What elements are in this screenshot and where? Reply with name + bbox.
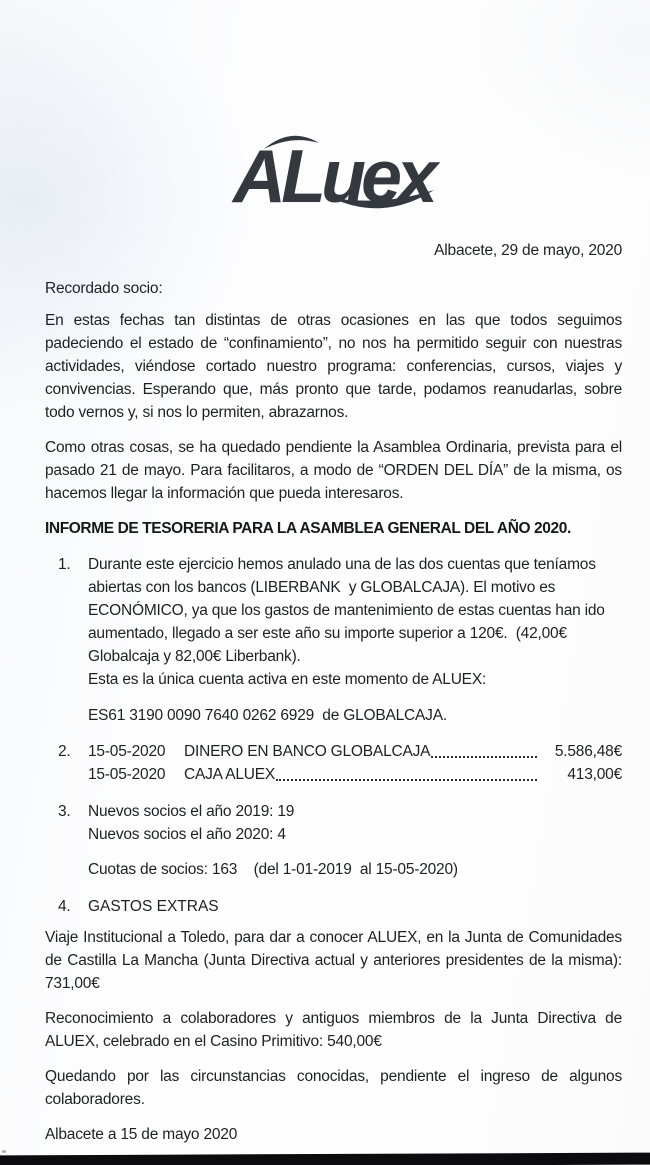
list-item-1-note: Esta es la única cuenta activa en este momento de ALUEX: — [88, 671, 487, 688]
account-row-date: 15-05-2020 — [88, 743, 166, 760]
scan-artifact-speck — [2, 1150, 6, 1153]
account-row-banco — [88, 740, 622, 763]
letter-date-bottom: Albacete a 15 de mayo 2020 — [45, 1126, 238, 1143]
list-item-4-number: 4. — [58, 898, 71, 915]
new-members-2020: Nuevos socios el año 2020: 4 — [88, 826, 286, 843]
paragraph-quedando: Quedando por las circunstancias conocidas, pendiente el ingreso de algunos colaboradores. — [45, 1068, 622, 1108]
aluex-logo-group — [231, 134, 441, 218]
dotted-leader — [276, 779, 537, 781]
gastos-extras-title: GASTOS EXTRAS — [88, 898, 219, 915]
list-item-2 — [58, 740, 622, 786]
account-row-amount: 5.586,48€ — [554, 743, 622, 760]
scan-artifact-bottom-bar — [0, 1153, 650, 1165]
iban-line: ES61 3190 0090 7640 0262 6929 de GLOBALCAJA. — [88, 707, 447, 724]
account-row-concept: CAJA ALUEX — [184, 766, 276, 783]
paragraph-asamblea: Como otras cosas, se ha quedado pendiente la Asamblea Ordinaria, prevista para el pasado 21 de mayo. Para facilitaros, a modo de “ORDEN DEL DÍA” de la misma, os hacemos llegar la información que pueda interesaros. — [45, 439, 622, 502]
letter-date-top: Albacete, 29 de mayo, 2020 — [434, 242, 622, 259]
member-fees-line: Cuotas de socios: 163 (del 1-01-2019 al 15-05-2020) — [88, 861, 458, 878]
list-item-2-number: 2. — [58, 743, 71, 760]
logo-wordmark: ALuex — [231, 134, 442, 218]
account-row-date: 15-05-2020 — [88, 766, 166, 783]
list-item-1-number: 1. — [58, 556, 71, 573]
salutation: Recordado socio: — [45, 280, 163, 297]
account-row-amount: 413,00€ — [567, 766, 622, 783]
paragraph-reconocimiento: Reconocimiento a colaboradores y antiguos miembros de la Junta Directiva de ALUEX, celebrado en el Casino Primitivo: 540,00€ — [45, 1010, 622, 1050]
letter-body — [0, 239, 650, 1146]
list-item-1-body: Durante este ejercicio hemos anulado una de las dos cuentas que teníamos abiertas con los bancos (LIBERBANK y GLOBALCAJA). El motivo es ECONÓMICO, ya que los gastos de mantenimiento de estas cuentas han ido aumentado, llegado a ser este año su importe superior a 120€. (42,00€ Globalcaja y 82,00€ Liberbank). — [88, 556, 609, 665]
paragraph-intro: En estas fechas tan distintas de otras ocasiones en las que todos seguimos padeciendo el estado de “confinamiento”, no nos ha permitido seguir con nuestras actividades, viéndose cortado nuestro programa: conferencias, cursos, viajes y convivencias. Esperando que, más pronto que tarde, podamos reanudarlas, sobre todo vernos y, si nos lo permiten, abrazarnos. — [45, 312, 622, 421]
dotted-leader — [431, 756, 537, 758]
list-item-1 — [58, 553, 622, 727]
aluex-logo — [220, 124, 460, 229]
paragraph-viaje: Viaje Institucional a Toledo, para dar a conocer ALUEX, en la Junta de Comunidades de Castilla La Mancha (Junta Directiva actual y anteriores presidentes de la misma): 731,00€ — [45, 929, 622, 992]
report-heading: INFORME DE TESORERIA PARA LA ASAMBLEA GENERAL DEL AÑO 2020. — [45, 520, 571, 537]
account-row-caja — [88, 763, 622, 786]
list-item-3-number: 3. — [58, 803, 71, 820]
list-item-3 — [58, 800, 622, 881]
new-members-2019: Nuevos socios el año 2019: 19 — [88, 803, 295, 820]
account-row-concept: DINERO EN BANCO GLOBALCAJA — [184, 743, 431, 760]
report-list — [45, 553, 622, 918]
list-item-4 — [58, 895, 622, 918]
